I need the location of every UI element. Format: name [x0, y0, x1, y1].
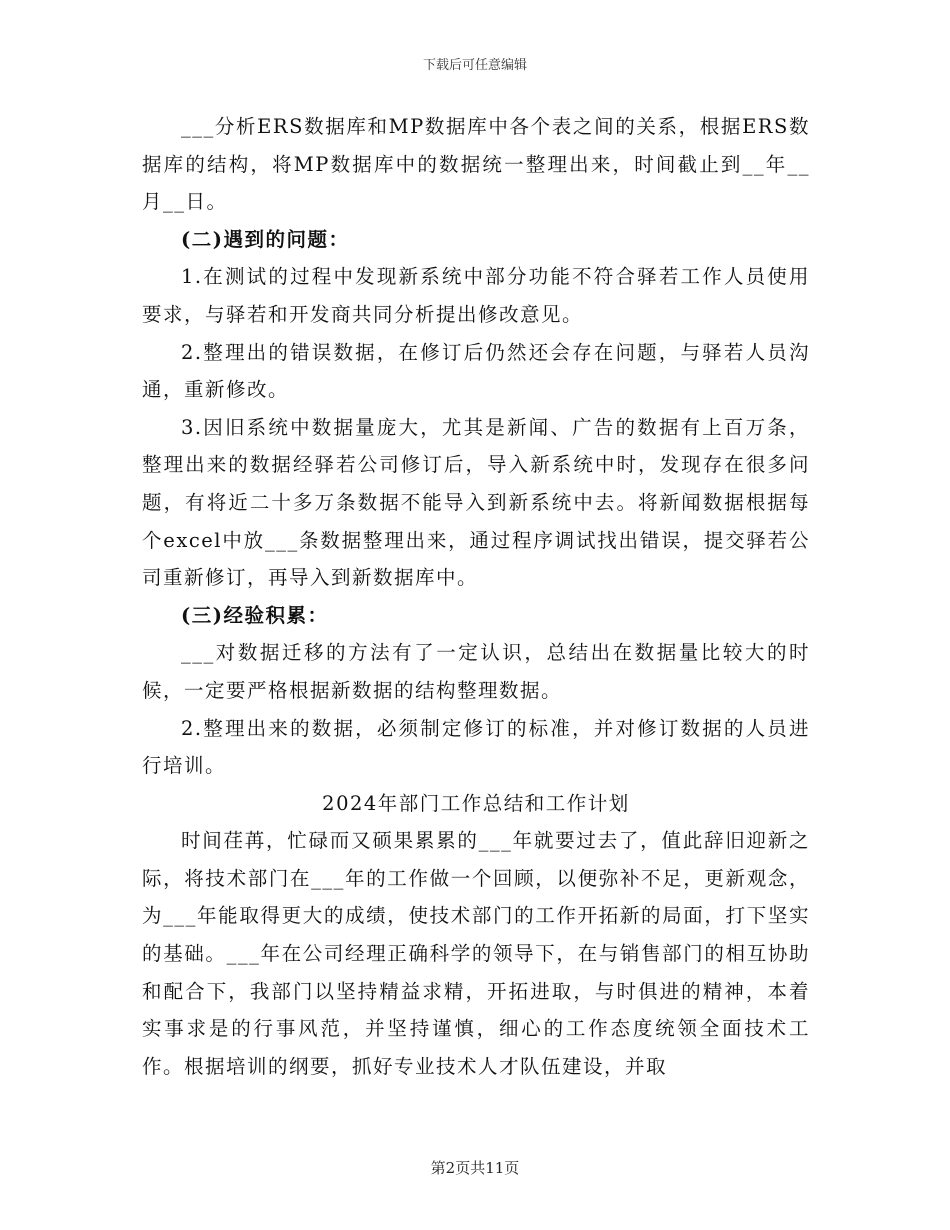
paragraph-problem-2: 2.整理出的错误数据，在修订后仍然还会存在问题，与驿若人员沟通，重新修改。 — [142, 340, 810, 402]
paragraph-experience-2: 2.整理出来的数据，必须制定修订的标准，并对修订数据的人员进行培训。 — [142, 716, 810, 778]
page-header: 下载后可任意编辑 — [422, 58, 527, 73]
page-footer: 第2页共11页 — [430, 1159, 520, 1177]
paragraph-intro: 时间荏苒，忙碌而又硕果累累的___年就要过去了，值此辞旧迎新之际，将技术部门在___年的工作做一个回顾，以便弥补不足，更新观念，为___年能取得更大的成绩，使技术部门的工作开拓新的局面，打下坚实的基础。___年在公司经理正确科学的领导下，在与销售部门的相互协助和配合下，我部门以坚持精益求精，开拓进取，与时俱进的精神，本着实事求是的行事风范，并坚持谨慎，细心的工作态度统领全面技术工作。根据培训的纲要，抓好专业技术人才队伍建设，并取 — [142, 829, 810, 1078]
paragraph-problem-1: 1.在测试的过程中发现新系统中部分功能不符合驿若工作人员使用要求，与驿若和开发商共同分析提出修改意见。 — [142, 265, 810, 326]
paragraph-data-analysis: ___分析ERS数据库和MP数据库中各个表之间的关系，根据ERS数据库的结构，将MP数据库中的数据统一整理出来，时间截止到__年__月__日。 — [142, 115, 810, 214]
section-heading-experience: (三)经验积累： — [181, 603, 329, 627]
paragraph-experience-1: ___对数据迁移的方法有了一定认识，总结出在数据量比较大的时候，一定要严格根据新数据的结构整理数据。 — [142, 641, 810, 702]
paragraph-problem-3: 3.因旧系统中数据量庞大，尤其是新闻、广告的数据有上百万条，整理出来的数据经驿若公司修订后，导入新系统中时，发现存在很多问题，有将近二十多万条数据不能导入到新系统中去。将新闻数据根据每个excel中放___条数据整理出来，通过程序调试找出错误，提交驿若公司重新修订，再导入到新数据库中。 — [142, 415, 810, 590]
document-title: 2024年部门工作总结和工作计划 — [322, 791, 630, 815]
document-body — [142, 108, 810, 1085]
section-heading-problems: (二)遇到的问题： — [181, 227, 350, 251]
